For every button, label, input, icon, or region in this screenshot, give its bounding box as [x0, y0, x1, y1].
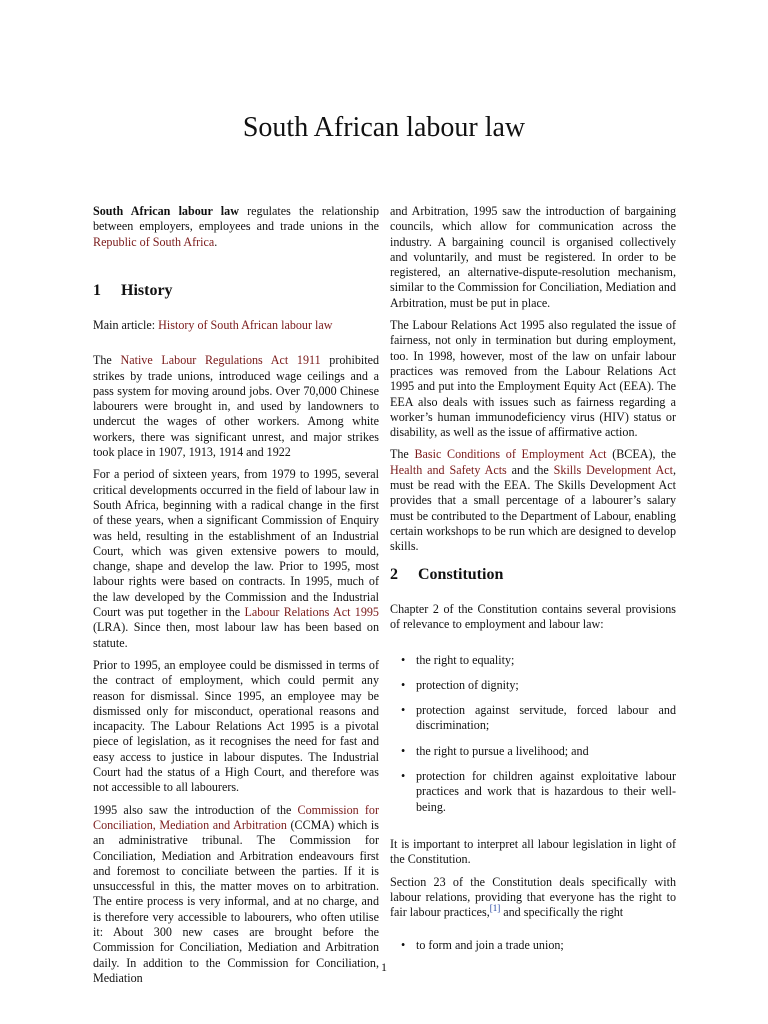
native-labour-link[interactable]: Native Labour Regulations Act 1911 — [120, 353, 321, 368]
history-left — [93, 318, 379, 993]
health-safety-link[interactable]: Health and Safety Acts — [390, 462, 507, 477]
main-article-link[interactable]: History of South African labour law — [158, 318, 333, 332]
history-paragraph-3: Prior to 1995, an employee could be dismissed in terms of the contract of employment, which could permit any reason for dismissal. Since 1995, an employee may be dismissed only for misconduct, operational reasons and incapacity. The Labour Relations Act 1995 is a pivotal piece of legislation, as it recognises the need for fast and easy access to justice in labour disputes. The Industrial Court had the status of a High Court, and therefore was not accessible to all labourers. — [93, 657, 379, 795]
list-item: • protection against servitude, forced labour and discrimination; — [390, 703, 676, 734]
constitution-paragraph-1: Chapter 2 of the Constitution contains several provisions of relevance to employment and labour law: — [390, 602, 676, 632]
list-item: • the right to pursue a livelihood; and — [390, 744, 676, 759]
bcea-link[interactable]: Basic Conditions of Employment Act — [414, 447, 607, 462]
section-heading-constitution: 2 Constitution — [390, 566, 504, 583]
section-heading-history: 1 History — [93, 282, 173, 299]
intro-paragraph: South African labour law regulates the relationship between employers, employees and trade unions in the Republic of South Africa. — [93, 204, 380, 249]
rights-list — [390, 653, 676, 815]
history-paragraph-6: The Basic Conditions of Employment Act (BCEA), the Health and Safety Acts and the Skills Development Act, must be read with the EEA. The Skills Development Act provides that a small percentage of a labourer’s salary must be contributed to the Department of Labour, enabling certain workshops to be run which are designed to develop skills. — [390, 447, 676, 554]
history-paragraph-1: The Native Labour Regulations Act 1911 prohibited strikes by trade unions, introduced wage ceilings and a pass system for moving around jobs. Over 70,000 Chinese labourers were brought in, and used by landowners to undercut the wages of other workers. Among white workers, there was significant unrest, and major strikes took place in 1907, 1913, 1914 and 1922 — [93, 353, 380, 460]
list-item: • the right to equality; — [390, 653, 676, 668]
intro-bold: South African labour law — [93, 204, 239, 218]
reference-link[interactable]: [1] — [489, 903, 501, 914]
history-paragraph-5: The Labour Relations Act 1995 also regulated the issue of fairness, not only in termination but during employment, too. In 1998, however, most of the law on unfair labour practices was removed from the Labour Relations Act 1995 and put into the Employment Equity Act (EEA). The EEA also deals with issues such as fairness regarding a worker’s human immunodeficiency virus (HIV) status or disability, as well as the issue of affirmative action. — [390, 318, 676, 440]
lra-link[interactable]: Labour Relations Act 1995 — [244, 605, 379, 620]
history-paragraph-2: For a period of sixteen years, from 1979 to 1995, several critical developments occurred in the field of labour law in South Africa, beginning with a radical change in the first of these years, when a significant Commission of Enquiry was held, resulting in the establishment of an Industrial Court, which was given extensive powers to mould, change, shape and develop the law. Prior to 1995, most labour rights were based on contracts. In 1995, much of the law developed by the Commission and the Industrial Court was put together in the Labour Relations Act 1995 (LRA). Since then, most labour law has been based on statute. — [93, 467, 379, 650]
republic-link[interactable]: Republic of South Africa — [93, 234, 215, 249]
page-title: South African labour law — [242, 112, 526, 143]
skills-dev-link[interactable]: Skills Development Act — [553, 462, 673, 477]
constitution-paragraph-2: It is important to interpret all labour legislation in light of the Constitution. — [390, 836, 676, 867]
rights-list-2 — [390, 938, 676, 953]
ccma-link[interactable]: Commission for Conciliation, Mediation and Arbitration — [93, 802, 379, 832]
list-item: • protection for children against exploitative labour practices and work that is hazardous to their well-being. — [390, 769, 676, 815]
history-paragraph-4-cont: and Arbitration, 1995 saw the introduction of bargaining councils, which allow for communication across the industry. A bargaining council is organised collectively and voluntarily, and must be registered. In order to be registered, an alternative-dispute-resolution mechanism, similar to the Commission for Conciliation, Mediation and Arbitration, must be put in place. — [390, 204, 676, 310]
left-column — [93, 204, 379, 257]
right-column — [390, 204, 676, 562]
list-item: • protection of dignity; — [390, 678, 676, 693]
history-paragraph-4: 1995 also saw the introduction of the Commission for Conciliation, Mediation and Arbitration (CCMA) which is an administrative tribunal. The Commission for Conciliation, Mediation and Arbitration endeavours first and foremost to conciliate between the parties. If it is unsuccessful in this, the matter moves on to arbitration. The entire process is very informal, and at no charge, and is therefore very accessible to labourers, who often utilise it: About 300 new cases are brought before the Commission for Conciliation, Mediation and Arbitration daily. In addition to the Commission for Conciliation, Mediation — [93, 802, 379, 985]
list-item: • to form and join a trade union; — [390, 938, 676, 953]
page-number: 1 — [381, 960, 387, 974]
main-article-note: Main article: History of South African labour law — [93, 318, 333, 332]
constitution-body — [390, 602, 676, 954]
constitution-paragraph-3: Section 23 of the Constitution deals specifically with labour relations, providing that everyone has the right to fair labour practices,[1] and specifically the right — [390, 874, 676, 920]
